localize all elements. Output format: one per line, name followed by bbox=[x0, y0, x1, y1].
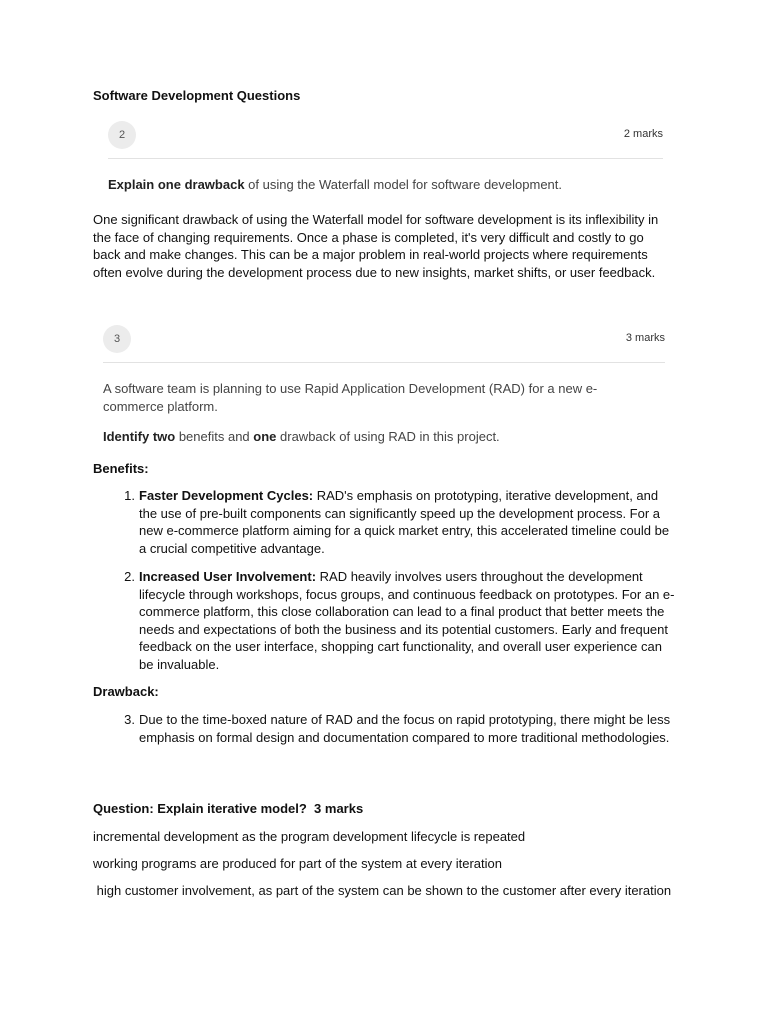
task-text: drawback of using RAD in this project. bbox=[276, 429, 500, 444]
drawback-heading: Drawback: bbox=[93, 684, 159, 699]
list-number: 1. bbox=[124, 488, 135, 503]
prompt-emphasis: Explain one drawback bbox=[108, 177, 245, 192]
list-item-text: RAD's emphasis on prototyping, iterative development, and the use of pre-built components can significantly speed up the development process. For a new e-commerce platform aiming for a quick market entry, this accelerated timeline could be a crucial competitive advantage. bbox=[139, 488, 670, 556]
question-3-card bbox=[103, 325, 665, 450]
answer-line: high customer involvement, as part of the system can be shown to the customer after every iteration bbox=[93, 883, 672, 898]
list-number: 3. bbox=[124, 712, 135, 727]
question-task bbox=[103, 428, 500, 446]
page-title: Software Development Questions bbox=[93, 88, 301, 103]
list-item-body bbox=[139, 487, 675, 557]
question-2-card bbox=[108, 121, 663, 196]
list-item-title: Increased User Involvement: bbox=[139, 569, 317, 584]
divider bbox=[108, 158, 663, 159]
question-scenario: A software team is planning to use Rapid Application Development (RAD) for a new e-commerce platform. bbox=[103, 381, 598, 414]
marks-label: 3 marks bbox=[625, 332, 665, 344]
answer-line: working programs are produced for part of the system at every iteration bbox=[93, 856, 502, 871]
list-number: 2. bbox=[124, 569, 135, 584]
divider bbox=[103, 362, 665, 363]
iterative-question-heading: Question: Explain iterative model? 3 marks bbox=[93, 801, 364, 816]
answer-line: incremental development as the program development lifecycle is repeated bbox=[93, 829, 526, 844]
question-prompt bbox=[108, 176, 562, 194]
question-number-badge: 2 bbox=[108, 121, 136, 149]
task-emphasis: one bbox=[253, 429, 277, 444]
question-number-badge: 3 bbox=[103, 325, 131, 353]
marks-label: 2 marks bbox=[623, 128, 663, 140]
list-item-body bbox=[139, 568, 675, 673]
answer-paragraph: One significant drawback of using the Waterfall model for software development is its inflexibility in the face of changing requirements. Once a phase is completed, it's very difficult and costly to go back and make changes. This can be a major problem in real-world projects where requirements often evolve during the development process due to new insights, market shifts, or user feedback. bbox=[93, 212, 659, 280]
benefits-heading: Benefits: bbox=[93, 461, 149, 476]
task-text: benefits and bbox=[175, 429, 254, 444]
list-item-title: Faster Development Cycles: bbox=[139, 488, 314, 503]
prompt-text: of using the Waterfall model for software development. bbox=[244, 177, 562, 192]
task-emphasis: Identify two bbox=[103, 429, 176, 444]
list-item-body: Due to the time-boxed nature of RAD and the focus on rapid prototyping, there might be less emphasis on formal design and documentation compared to more traditional methodologies. bbox=[139, 712, 671, 745]
list-item-text: RAD heavily involves users throughout the development lifecycle through workshops, focus groups, and continuous feedback on prototypes. For an e-commerce platform, this close collaboration can lead to a final product that better meets the needs and expectations of both the business and its potential customers. Early and frequent feedback on the user interface, shopping cart functionality, and overall user experience can be invaluable. bbox=[139, 569, 675, 672]
